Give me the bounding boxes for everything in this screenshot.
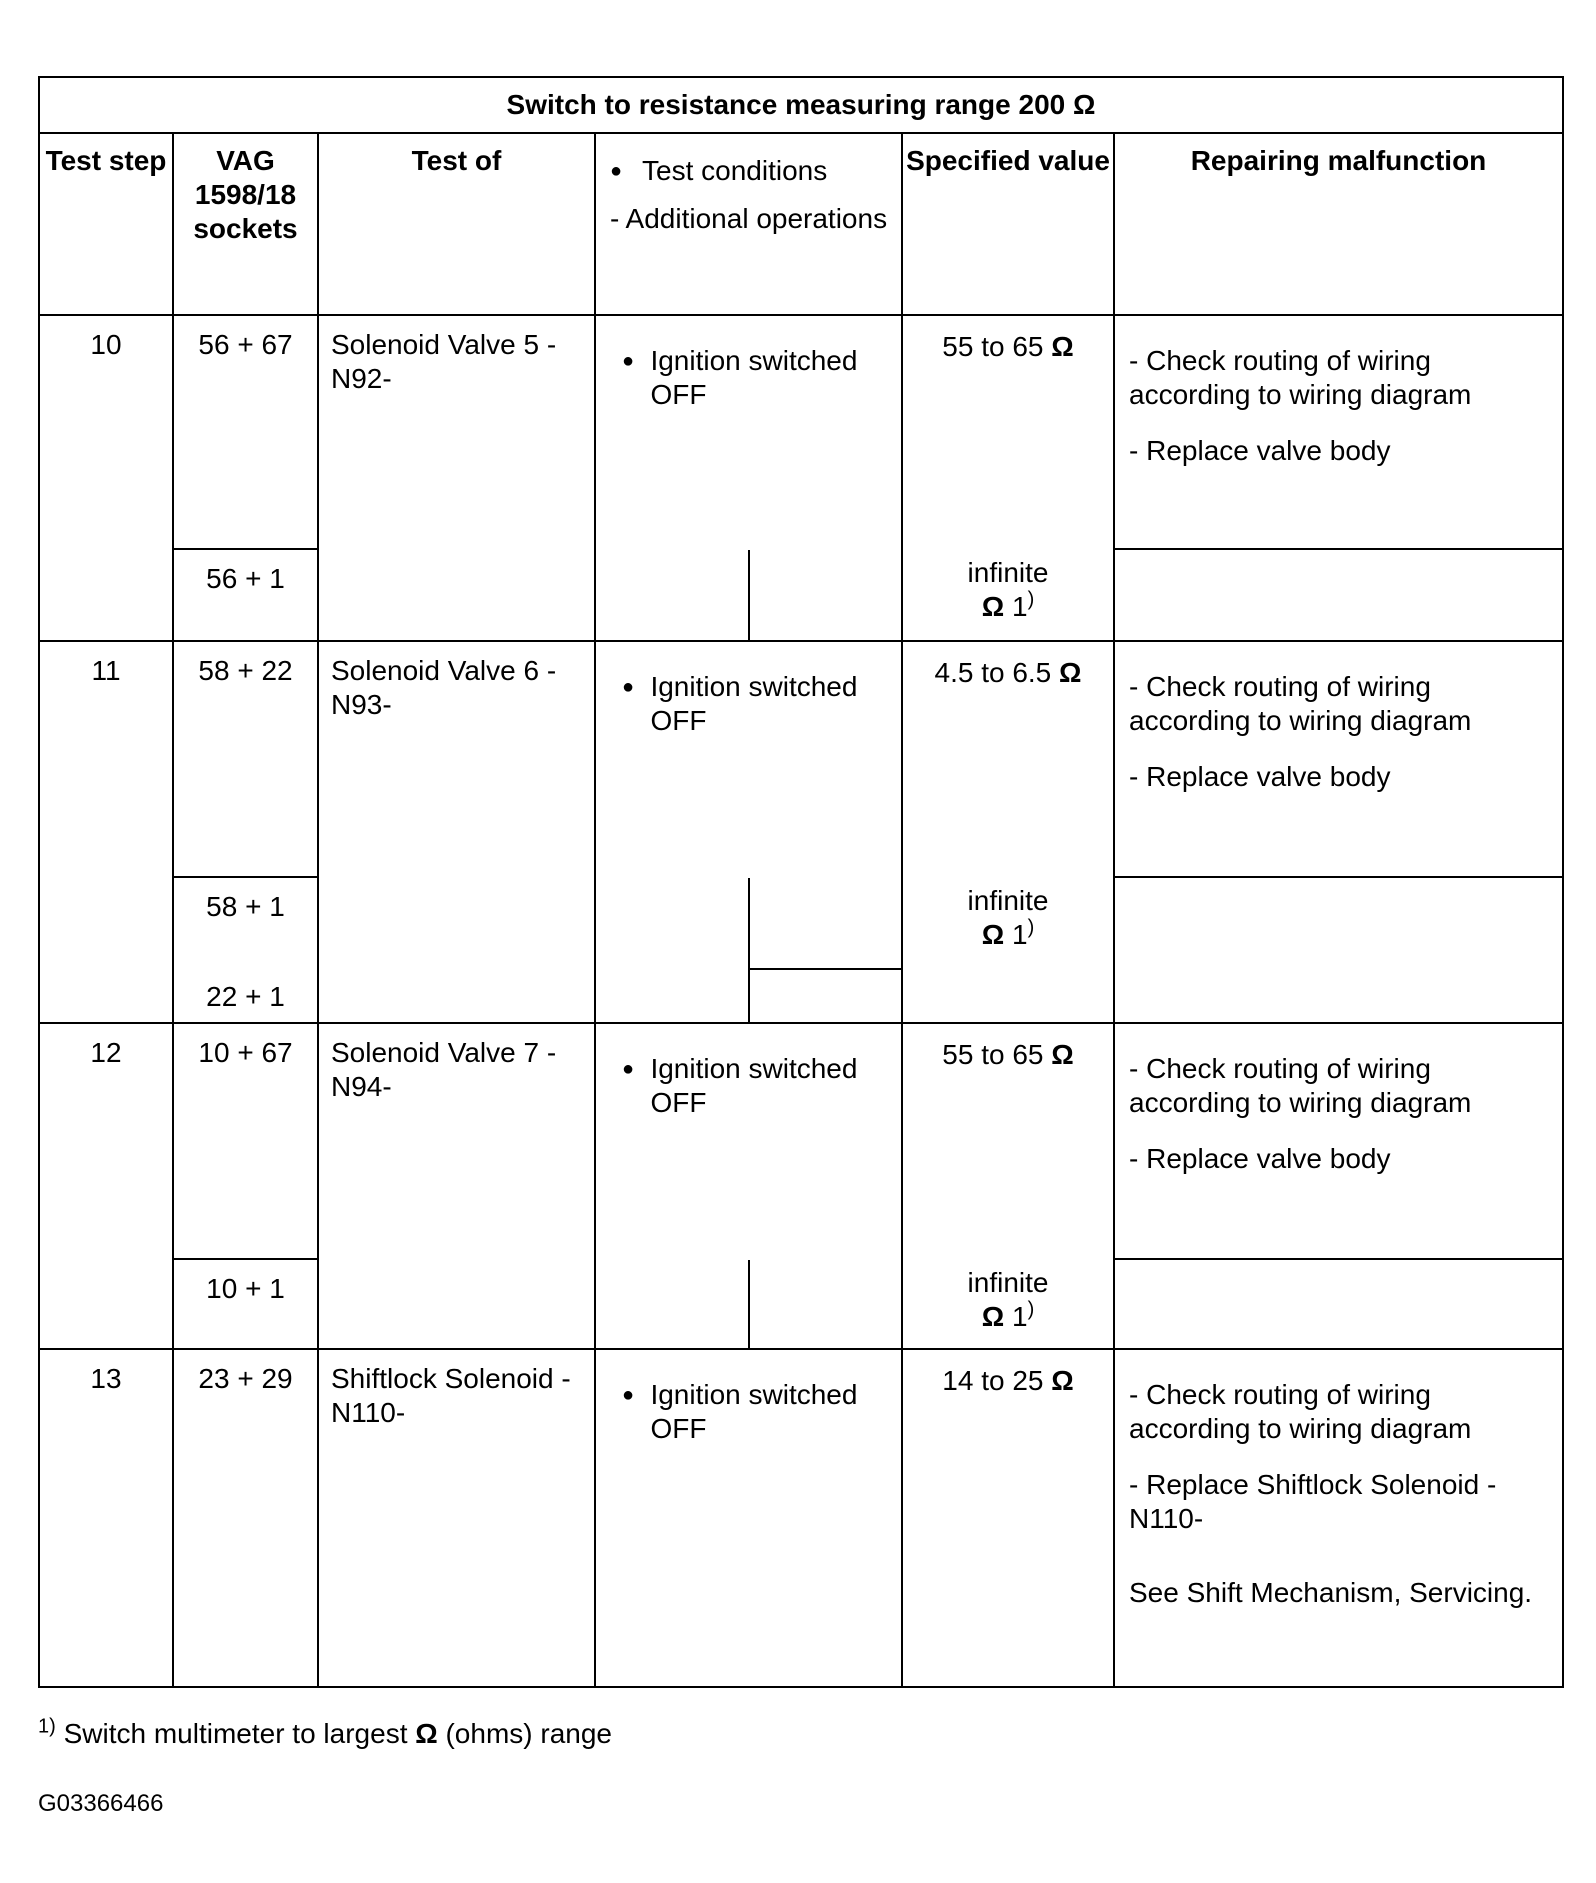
- repair-text: - Check routing of wiring according to wiring diagram: [1129, 1053, 1472, 1118]
- ohm-symbol: Ω: [1051, 1039, 1074, 1070]
- table-row: [39, 1023, 1563, 1259]
- test-step-cell: 12: [39, 1023, 173, 1349]
- table-row: [39, 315, 1563, 549]
- header-conditions: [595, 133, 902, 315]
- socket-cell: 58 + 22: [173, 641, 318, 877]
- ohm-symbol: Ω: [415, 1718, 438, 1749]
- test-of-cell: Solenoid Valve 6 -N93-: [318, 641, 595, 1023]
- repair-text: - Replace valve body: [1129, 761, 1391, 792]
- repair-text: - Replace Shiftlock Solenoid -N110-: [1129, 1469, 1497, 1534]
- condition-cell: [595, 1023, 902, 1349]
- value-text: 55 to 65: [942, 1039, 1044, 1070]
- footnote-ref: 1: [1011, 1301, 1028, 1332]
- table-row: [39, 1349, 1563, 1687]
- ohm-symbol: Ω: [1051, 1365, 1074, 1396]
- table-title: [39, 77, 1563, 133]
- inner-divider: [748, 1260, 750, 1350]
- bullet-icon: ●: [622, 1384, 635, 1406]
- repair-text: - Check routing of wiring according to wiring diagram: [1129, 345, 1472, 410]
- value-cell: [902, 1349, 1114, 1687]
- repair-cell-empty: [1114, 1259, 1563, 1349]
- repair-cell-empty: [1114, 549, 1563, 641]
- socket-cell: 23 + 29: [173, 1349, 318, 1687]
- value-text: 55 to 65: [942, 331, 1044, 362]
- inner-divider: [748, 878, 750, 1024]
- infinite-text: infinite: [967, 1267, 1049, 1298]
- footnote-ref: 1: [1011, 591, 1028, 622]
- socket-text: 22 + 1: [206, 981, 285, 1012]
- repair-cell-empty: [1114, 877, 1563, 1023]
- value-cell: [902, 315, 1114, 641]
- socket-cell: 10 + 67: [173, 1023, 318, 1259]
- socket-cell: 56 + 1: [173, 549, 318, 641]
- ohm-symbol: Ω: [1051, 331, 1074, 362]
- ohm-symbol: Ω: [981, 1301, 1005, 1332]
- value-cell: [902, 1023, 1114, 1349]
- test-step-cell: 13: [39, 1349, 173, 1687]
- infinite-text: infinite: [967, 557, 1049, 588]
- condition-text: Ignition switched OFF: [650, 1053, 858, 1118]
- socket-cell: 10 + 1: [173, 1259, 318, 1349]
- inner-divider: [748, 550, 750, 642]
- table-title-text: Switch to resistance measuring range 200: [506, 89, 1066, 120]
- header-sockets: VAG 1598/18 sockets: [173, 133, 318, 315]
- header-repairing: Repairing malfunction: [1114, 133, 1563, 315]
- repair-cell: [1114, 1349, 1563, 1687]
- bullet-icon: ●: [622, 676, 635, 698]
- socket-text: 58 + 1: [206, 891, 285, 922]
- inner-divider: [748, 968, 901, 970]
- bullet-icon: ●: [622, 1058, 635, 1080]
- ohm-symbol: Ω: [1059, 657, 1082, 688]
- infinite-value: [903, 884, 1113, 952]
- repair-cell: [1114, 1023, 1563, 1259]
- footnote-text: Switch multimeter to largest: [63, 1718, 408, 1749]
- repair-cell: [1114, 641, 1563, 877]
- footnote-mark: 1): [38, 1715, 56, 1738]
- header-test-of: Test of: [318, 133, 595, 315]
- infinite-text: infinite: [967, 885, 1049, 916]
- value-text: 14 to 25: [942, 1365, 1044, 1396]
- repair-text: - Check routing of wiring according to wiring diagram: [1129, 1379, 1472, 1444]
- value-text: 4.5 to 6.5: [934, 657, 1052, 688]
- repair-text: - Replace valve body: [1129, 1143, 1391, 1174]
- repair-cell: [1114, 315, 1563, 549]
- repair-text: See Shift Mechanism, Servicing.: [1129, 1577, 1533, 1608]
- bullet-icon: ●: [610, 160, 623, 182]
- header-additional-text: - Additional operations: [610, 203, 888, 234]
- ohm-symbol: Ω: [981, 591, 1005, 622]
- value-cell: [902, 641, 1114, 1023]
- infinite-value: [903, 556, 1113, 624]
- resistance-test-table: [38, 76, 1562, 1688]
- header-test-step: Test step: [39, 133, 173, 315]
- ohm-symbol: Ω: [1073, 89, 1096, 120]
- footnote-paren: ): [1027, 916, 1035, 939]
- test-table: [38, 76, 1564, 1688]
- footnote: [38, 1715, 612, 1750]
- infinite-value: [903, 1266, 1113, 1334]
- condition-text: Ignition switched OFF: [650, 1379, 858, 1444]
- bullet-icon: ●: [622, 350, 635, 372]
- condition-text: Ignition switched OFF: [650, 671, 858, 736]
- ohm-symbol: Ω: [981, 919, 1005, 950]
- footnote-paren: ): [1027, 1298, 1035, 1321]
- footnote-ref: 1: [1011, 919, 1028, 950]
- condition-text: Ignition switched OFF: [650, 345, 858, 410]
- header-conditions-text: Test conditions: [642, 155, 828, 186]
- test-of-cell: Solenoid Valve 7 -N94-: [318, 1023, 595, 1349]
- figure-id: G03366466: [38, 1790, 164, 1817]
- footnote-paren: ): [1027, 588, 1035, 611]
- test-step-cell: 10: [39, 315, 173, 641]
- socket-cell: 56 + 67: [173, 315, 318, 549]
- header-specified: Specified value: [902, 133, 1114, 315]
- table-row: [39, 641, 1563, 877]
- footnote-text: (ohms) range: [445, 1718, 612, 1749]
- test-of-cell: Solenoid Valve 5 -N92-: [318, 315, 595, 641]
- socket-cell: [173, 877, 318, 1023]
- condition-cell: [595, 641, 902, 1023]
- repair-text: - Check routing of wiring according to wiring diagram: [1129, 671, 1472, 736]
- condition-cell: [595, 1349, 902, 1687]
- test-of-cell: Shiftlock Solenoid -N110-: [318, 1349, 595, 1687]
- repair-text: - Replace valve body: [1129, 435, 1391, 466]
- test-step-cell: 11: [39, 641, 173, 1023]
- condition-cell: [595, 315, 902, 641]
